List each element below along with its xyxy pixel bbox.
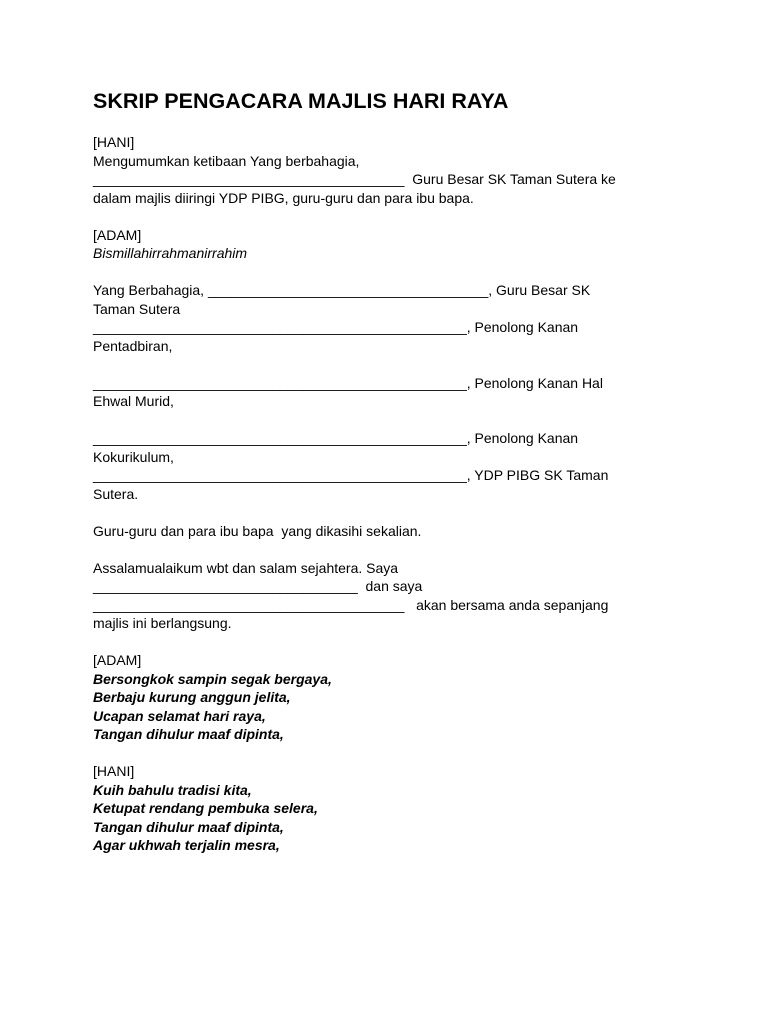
script-paragraph [93,374,693,411]
document-page [93,88,693,855]
script-paragraph [93,133,693,207]
paragraph-gap [93,355,693,374]
script-line: Mengumumkan ketibaan Yang berbahagia, [93,152,360,169]
script-line: Bismillahirrahmanirrahim [93,245,248,261]
script-line: Kokurikulum, [93,448,174,465]
speaker-label: [ADAM] [93,652,142,668]
paragraph-gap [93,540,693,559]
script-line: Pentadbiran, [93,337,173,354]
script-line: Ehwal Murid, [93,393,174,409]
script-line: Yang Berbahagia, ____________________________________, Guru Besar SK [93,282,591,298]
script-line: Assalamualaikum wbt dan salam sejahtera. Saya [93,559,399,576]
script-line: Tangan dihulur maaf dipinta, [93,818,284,835]
script-line: __________________________________ dan saya [93,578,423,594]
speaker-label: [HANI] [93,763,135,779]
script-line: Tangan dihulur maaf dipinta, [93,726,284,742]
script-paragraph [93,762,693,855]
script-line: ________________________________________ akan bersama anda sepanjang [93,596,609,613]
paragraph-gap [93,263,693,282]
paragraph-gap [93,411,693,430]
paragraph-gap [93,207,693,226]
script-line: ________________________________________________, Penolong Kanan [93,319,579,335]
script-line: Taman Sutera [93,300,181,317]
script-line: Bersongkok sampin segak bergaya, [93,670,332,687]
script-line: Agar ukhwah terjalin mesra, [93,837,280,853]
script-line: ________________________________________________, Penolong Kanan Hal [93,374,603,391]
script-line: Berbaju kurung anggun jelita, [93,689,291,705]
speaker-label: [HANI] [93,134,135,150]
script-paragraph [93,281,693,355]
script-paragraph [93,226,693,263]
paragraph-gap [93,744,693,763]
script-paragraph [93,522,693,541]
script-paragraph [93,429,693,503]
script-line: Guru-guru dan para ibu bapa yang dikasihi sekalian. [93,522,422,539]
paragraph-gap [93,633,693,652]
script-line: Ucapan selamat hari raya, [93,707,266,724]
script-line: ________________________________________________, YDP PIBG SK Taman [93,467,609,483]
script-paragraph [93,559,693,633]
script-line: Kuih bahulu tradisi kita, [93,781,252,798]
script-line: ________________________________________ Guru Besar SK Taman Sutera ke [93,171,616,187]
script-line: Ketupat rendang pembuka selera, [93,800,318,816]
speaker-label: [ADAM] [93,226,142,243]
paragraph-gap [93,503,693,522]
document-body [93,133,693,855]
script-line: Sutera. [93,485,139,502]
script-paragraph [93,651,693,744]
document-title: SKRIP PENGACARA MAJLIS HARI RAYA [93,89,509,113]
script-line: ________________________________________________, Penolong Kanan [93,430,579,446]
script-line: dalam majlis diiringi YDP PIBG, guru-guru dan para ibu bapa. [93,189,474,206]
script-line: majlis ini berlangsung. [93,615,232,631]
